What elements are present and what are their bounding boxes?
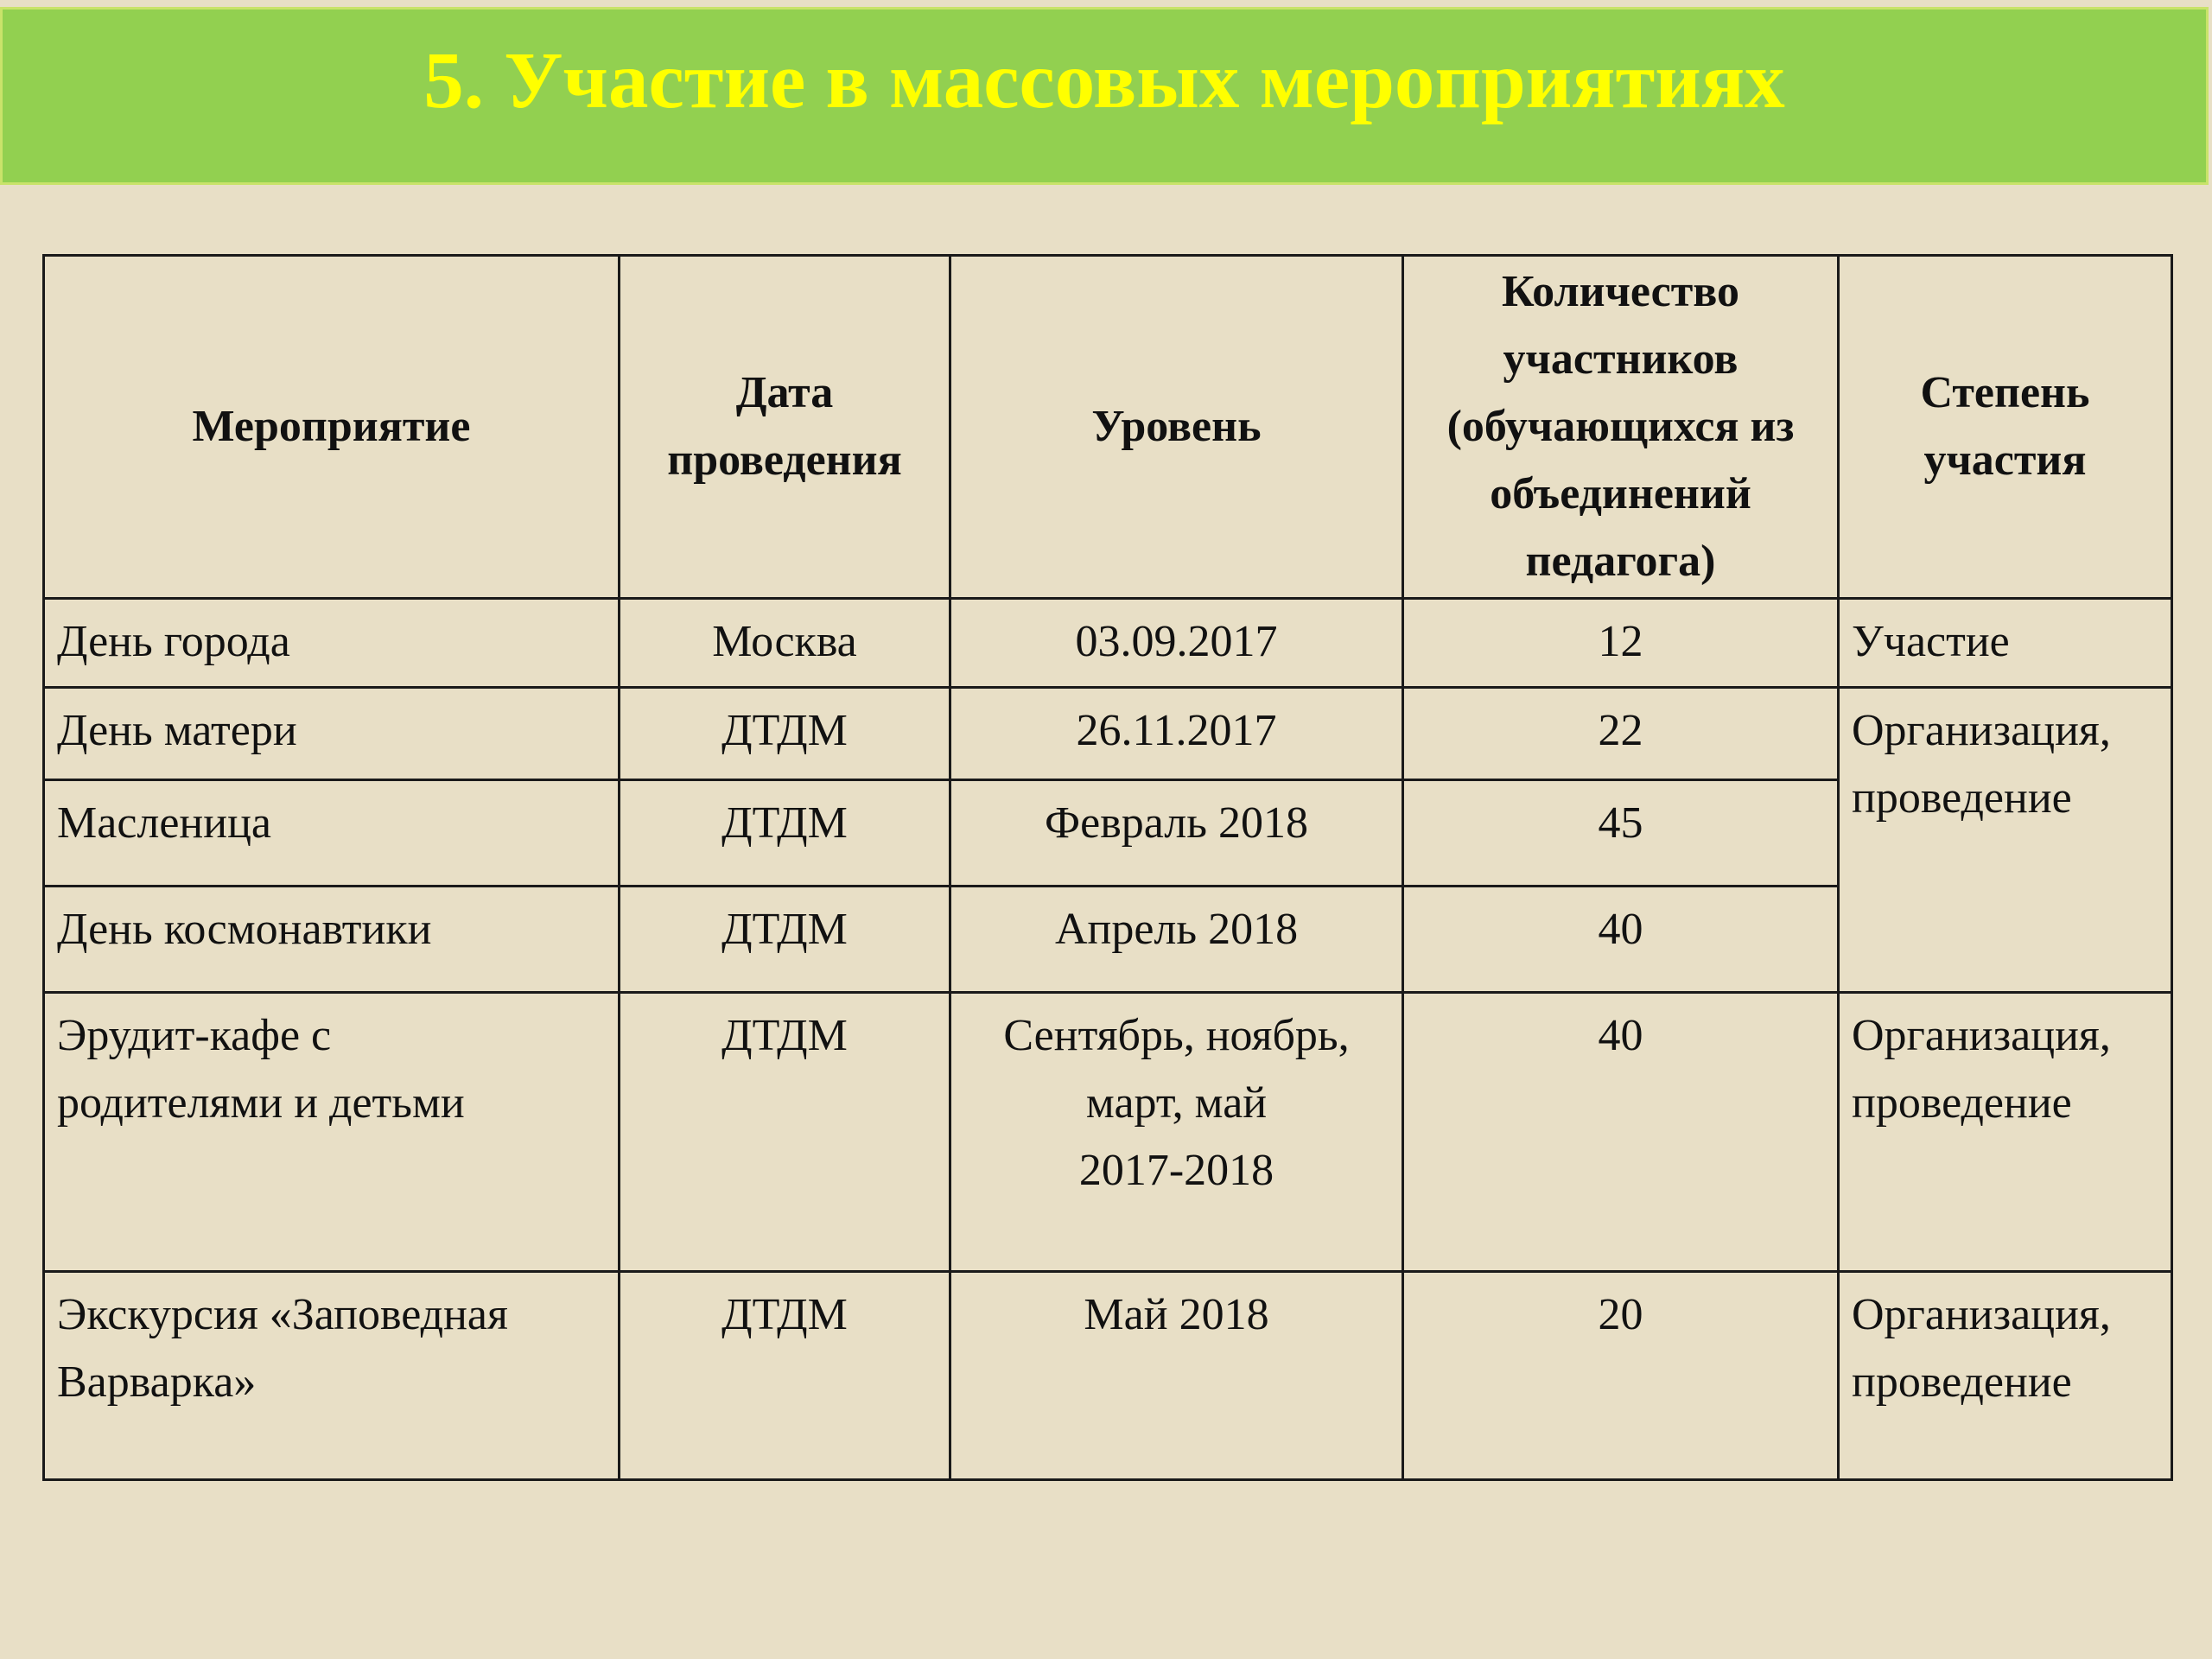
table-row bbox=[44, 993, 2172, 1272]
cell-event: Эрудит-кафе с родителями и детьми bbox=[44, 993, 620, 1272]
header-participation-degree: Степень участия bbox=[1839, 256, 2172, 599]
header-event: Мероприятие bbox=[44, 256, 620, 599]
header-date: Дата проведения bbox=[620, 256, 950, 599]
events-table bbox=[42, 254, 2173, 1481]
cell-degree: Организация, проведение bbox=[1839, 1272, 2172, 1480]
cell-count: 45 bbox=[1403, 780, 1839, 887]
cell-count: 40 bbox=[1403, 887, 1839, 993]
cell-count: 20 bbox=[1403, 1272, 1839, 1480]
cell-event: Масленица bbox=[44, 780, 620, 887]
cell-level: 26.11.2017 bbox=[950, 688, 1403, 780]
cell-date: ДТДМ bbox=[620, 688, 950, 780]
table-row bbox=[44, 599, 2172, 688]
cell-level: Февраль 2018 bbox=[950, 780, 1403, 887]
cell-level: Сентябрь, ноябрь, март, май 2017-2018 bbox=[950, 993, 1403, 1272]
cell-date: Москва bbox=[620, 599, 950, 688]
cell-level: Май 2018 bbox=[950, 1272, 1403, 1480]
title-banner bbox=[0, 7, 2209, 185]
header-level: Уровень bbox=[950, 256, 1403, 599]
cell-date: ДТДМ bbox=[620, 780, 950, 887]
cell-event: День космонавтики bbox=[44, 887, 620, 993]
cell-count: 40 bbox=[1403, 993, 1839, 1272]
cell-event: День города bbox=[44, 599, 620, 688]
cell-date: ДТДМ bbox=[620, 993, 950, 1272]
cell-date: ДТДМ bbox=[620, 1272, 950, 1480]
table-row bbox=[44, 1272, 2172, 1480]
header-participants-count: Количество участников (обучающихся из объединений педагога) bbox=[1403, 256, 1839, 599]
cell-count: 22 bbox=[1403, 688, 1839, 780]
cell-degree: Организация, проведение bbox=[1839, 688, 2172, 993]
table-header-row bbox=[44, 256, 2172, 599]
table-row bbox=[44, 688, 2172, 780]
cell-event: Экскурсия «Заповедная Варварка» bbox=[44, 1272, 620, 1480]
page-title: 5. Участие в массовых мероприятиях bbox=[423, 36, 1785, 125]
cell-level: Апрель 2018 bbox=[950, 887, 1403, 993]
cell-count: 12 bbox=[1403, 599, 1839, 688]
cell-level: 03.09.2017 bbox=[950, 599, 1403, 688]
cell-date: ДТДМ bbox=[620, 887, 950, 993]
cell-degree: Организация, проведение bbox=[1839, 993, 2172, 1272]
cell-event: День матери bbox=[44, 688, 620, 780]
cell-degree: Участие bbox=[1839, 599, 2172, 688]
